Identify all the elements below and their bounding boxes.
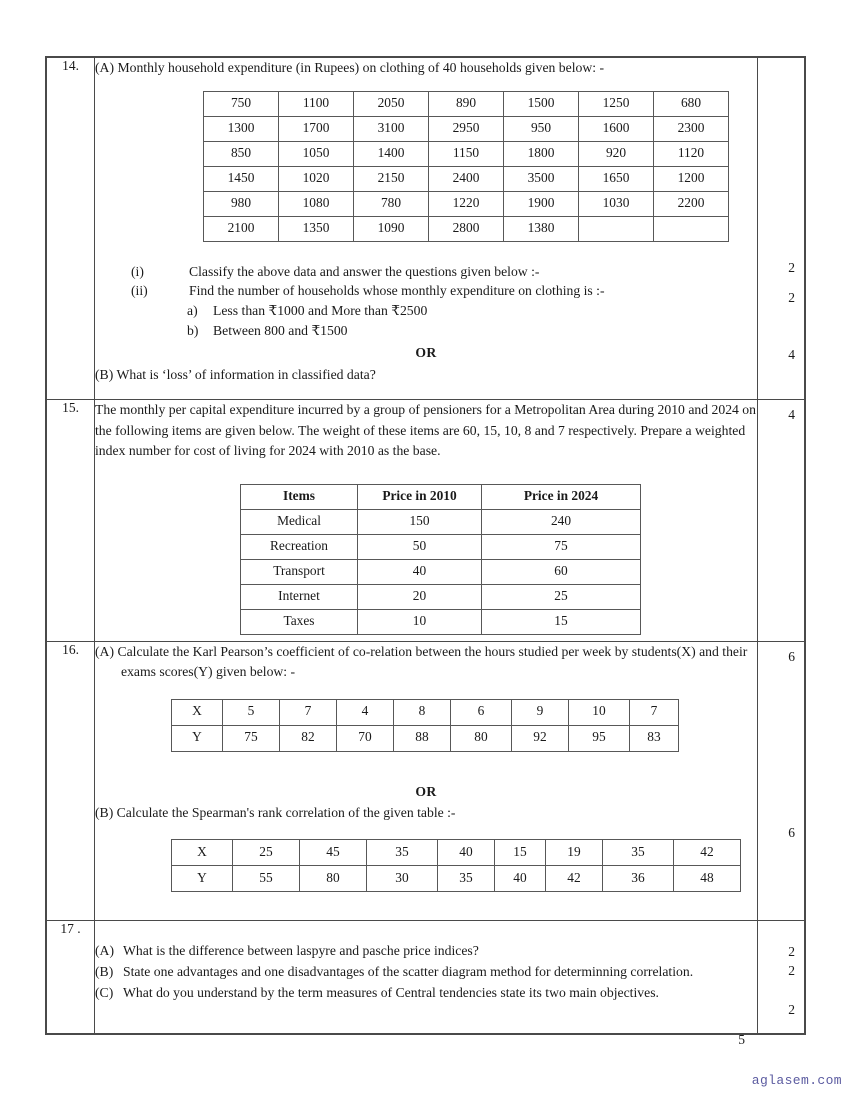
question-body-15	[95, 400, 758, 642]
cell: 1250	[579, 91, 654, 116]
cell: Taxes	[241, 609, 358, 634]
marks-value: 4	[788, 407, 795, 423]
q14-sub-sub-question-list	[95, 301, 757, 341]
cell: 1700	[279, 116, 354, 141]
cell: 1120	[654, 141, 729, 166]
sub-sub-text: Between 800 and ₹1500	[213, 323, 348, 339]
cell: 3100	[354, 116, 429, 141]
cell: Recreation	[241, 534, 358, 559]
cell: 2400	[429, 166, 504, 191]
cell: 920	[579, 141, 654, 166]
cell: 2800	[429, 216, 504, 241]
q16-part-a-text: Calculate the Karl Pearson’s coefficient of co-relation between the hours studied per week by students(X) and their exams scores(Y) given below: -	[117, 643, 748, 680]
cell: 75	[482, 534, 641, 559]
q14-or-separator: OR	[415, 344, 437, 360]
table-row	[241, 559, 641, 584]
table-row	[241, 609, 641, 634]
cell: 19	[546, 839, 603, 865]
cell: 50	[358, 534, 482, 559]
question-number-15: 15.	[47, 400, 95, 642]
cell: 850	[204, 141, 279, 166]
table-row	[172, 699, 679, 725]
cell: 1600	[579, 116, 654, 141]
sub-text: Classify the above data and answer the questions given below :-	[189, 263, 540, 279]
cell: 890	[429, 91, 504, 116]
cell: 1380	[504, 216, 579, 241]
cell: 25	[233, 839, 300, 865]
cell: 1450	[204, 166, 279, 191]
question-body-14	[95, 58, 758, 400]
cell: 6	[451, 699, 512, 725]
cell: 60	[482, 559, 641, 584]
marks-value: 6	[788, 824, 795, 840]
q14-part-a-label: (A)	[95, 60, 115, 75]
cell: 150	[358, 509, 482, 534]
marks-value: 4	[788, 347, 795, 362]
cell: 240	[482, 509, 641, 534]
cell: 1200	[654, 166, 729, 191]
q16-part-a-label: (A)	[95, 643, 115, 659]
cell: 4	[337, 699, 394, 725]
question-body-16	[95, 641, 758, 920]
table-row	[172, 839, 741, 865]
marks-value: 6	[788, 648, 795, 664]
cell: 45	[300, 839, 367, 865]
question-marks-15	[758, 400, 805, 642]
list-item	[95, 983, 757, 1003]
cell: 1100	[279, 91, 354, 116]
table-row	[204, 216, 729, 241]
question-table	[46, 57, 805, 1034]
part-marker: (C)	[95, 985, 114, 1001]
q15-text: The monthly per capital expenditure incurred by a group of pensioners for a Metropolitan Area during 2010 and 2024 on the following items are given below. The weight of these items are 60, 15, 10, 8 and 7 respectively. Prepare a weighted index number for cost of living for 2024 with 2010 as the base.	[95, 402, 756, 459]
row-label: X	[172, 699, 223, 725]
table-row	[204, 141, 729, 166]
question-number-17: 17 .	[47, 920, 95, 1033]
cell: 680	[654, 91, 729, 116]
table-header-row	[241, 484, 641, 509]
sub-text: Find the number of households whose monthly expenditure on clothing is :-	[189, 283, 605, 299]
cell: 8	[394, 699, 451, 725]
cell: Internet	[241, 584, 358, 609]
part-marker: (B)	[95, 964, 114, 980]
question-marks-16	[758, 641, 805, 920]
table-row	[241, 584, 641, 609]
list-item	[131, 281, 757, 301]
question-body-17	[95, 920, 758, 1033]
cell: 42	[546, 865, 603, 891]
cell: 780	[354, 191, 429, 216]
question-number-14: 14.	[47, 58, 95, 400]
q16-part-b-text: Calculate the Spearman's rank correlation of the given table :-	[116, 805, 456, 821]
cell: Medical	[241, 509, 358, 534]
marks-value: 2	[788, 1001, 795, 1017]
cell: 5	[223, 699, 280, 725]
sub-marker: (i)	[131, 263, 144, 279]
cell: 15	[482, 609, 641, 634]
cell: 88	[394, 725, 451, 751]
sub-marker: (ii)	[131, 283, 148, 299]
cell: 55	[233, 865, 300, 891]
cell	[579, 216, 654, 241]
marks-value: 2	[788, 260, 795, 275]
q14-part-b-label: (B)	[95, 366, 114, 382]
q14-part-b-text: What is ‘loss’ of information in classified data?	[116, 366, 376, 382]
page-number: 5	[738, 1032, 745, 1047]
cell: 20	[358, 584, 482, 609]
table-row	[204, 116, 729, 141]
table-row	[241, 509, 641, 534]
row-label: X	[172, 839, 233, 865]
cell: 1080	[279, 191, 354, 216]
q17-part-list	[95, 941, 757, 1004]
part-text: State one advantages and one disadvantages of the scatter diagram method for determinning correlation.	[123, 964, 694, 980]
cell: 30	[367, 865, 438, 891]
row-label: Y	[172, 865, 233, 891]
cell: 750	[204, 91, 279, 116]
q14-sub-question-list	[95, 262, 757, 302]
cell: 1300	[204, 116, 279, 141]
q16-part-b-line	[95, 803, 757, 824]
marks-value: 2	[788, 962, 795, 978]
marks-value: 2	[788, 290, 795, 305]
list-item	[131, 262, 757, 282]
sub-sub-marker: b)	[187, 323, 199, 339]
cell: 82	[280, 725, 337, 751]
table-row	[172, 725, 679, 751]
row-label: Y	[172, 725, 223, 751]
column-header: Price in 2010	[358, 484, 482, 509]
list-item	[187, 321, 757, 341]
cell: 1030	[579, 191, 654, 216]
q14-part-a-text: Monthly household expenditure (in Rupees) on clothing of 40 households given below: -	[117, 60, 605, 75]
cell: 980	[204, 191, 279, 216]
cell: 35	[367, 839, 438, 865]
cell: 25	[482, 584, 641, 609]
question-row-15	[47, 400, 805, 642]
cell: 36	[603, 865, 674, 891]
q16-or-separator: OR	[415, 783, 437, 799]
cell: 83	[630, 725, 679, 751]
table-row	[241, 534, 641, 559]
cell: 10	[358, 609, 482, 634]
list-item	[95, 941, 757, 961]
cell: 80	[300, 865, 367, 891]
cell: 95	[569, 725, 630, 751]
cell: 40	[358, 559, 482, 584]
table-row	[172, 865, 741, 891]
question-row-14	[47, 58, 805, 400]
cell: Transport	[241, 559, 358, 584]
cell: 1900	[504, 191, 579, 216]
cell: 2300	[654, 116, 729, 141]
sub-sub-text: Less than ₹1000 and More than ₹2500	[213, 303, 428, 319]
cell: 40	[438, 839, 495, 865]
question-row-17	[47, 920, 805, 1033]
cell: 70	[337, 725, 394, 751]
cell: 48	[674, 865, 741, 891]
cell: 80	[451, 725, 512, 751]
list-item	[187, 301, 757, 321]
column-header: Items	[241, 484, 358, 509]
cell: 2100	[204, 216, 279, 241]
cell: 2950	[429, 116, 504, 141]
exam-question-frame	[45, 56, 806, 1035]
q14-part-b-line	[95, 365, 757, 386]
table-row	[204, 166, 729, 191]
cell: 35	[603, 839, 674, 865]
cell: 75	[223, 725, 280, 751]
cell: 1020	[279, 166, 354, 191]
karl-pearson-grid	[171, 699, 679, 752]
cell: 42	[674, 839, 741, 865]
cell: 1500	[504, 91, 579, 116]
question-marks-17	[758, 920, 805, 1033]
cell: 92	[512, 725, 569, 751]
cell: 9	[512, 699, 569, 725]
cell: 1400	[354, 141, 429, 166]
cell: 1350	[279, 216, 354, 241]
expenditure-data-grid	[203, 91, 729, 242]
q14-part-a-line	[95, 58, 757, 79]
table-row	[204, 191, 729, 216]
site-watermark: aglasem.com	[751, 1073, 842, 1088]
marks-value: 2	[788, 943, 795, 959]
cell: 7	[630, 699, 679, 725]
question-row-16	[47, 641, 805, 920]
cell: 1150	[429, 141, 504, 166]
cell: 950	[504, 116, 579, 141]
q16-part-a-line	[95, 642, 757, 683]
list-item	[95, 962, 757, 982]
cell: 3500	[504, 166, 579, 191]
cell: 40	[495, 865, 546, 891]
price-index-grid	[240, 484, 641, 635]
column-header: Price in 2024	[482, 484, 641, 509]
cell: 15	[495, 839, 546, 865]
cell: 1650	[579, 166, 654, 191]
question-marks-14	[758, 58, 805, 400]
cell: 1220	[429, 191, 504, 216]
cell	[654, 216, 729, 241]
cell: 2200	[654, 191, 729, 216]
cell: 7	[280, 699, 337, 725]
cell: 1800	[504, 141, 579, 166]
q16-part-b-label: (B)	[95, 805, 114, 821]
cell: 1050	[279, 141, 354, 166]
cell: 1090	[354, 216, 429, 241]
sub-sub-marker: a)	[187, 303, 198, 319]
cell: 35	[438, 865, 495, 891]
table-row	[204, 91, 729, 116]
question-number-16: 16.	[47, 641, 95, 920]
cell: 2050	[354, 91, 429, 116]
part-text: What do you understand by the term measures of Central tendencies state its two main objectives.	[123, 985, 659, 1001]
part-marker: (A)	[95, 942, 115, 958]
part-text: What is the difference between laspyre and pasche price indices?	[123, 942, 479, 958]
cell: 10	[569, 699, 630, 725]
spearman-rank-grid	[171, 839, 741, 892]
cell: 2150	[354, 166, 429, 191]
